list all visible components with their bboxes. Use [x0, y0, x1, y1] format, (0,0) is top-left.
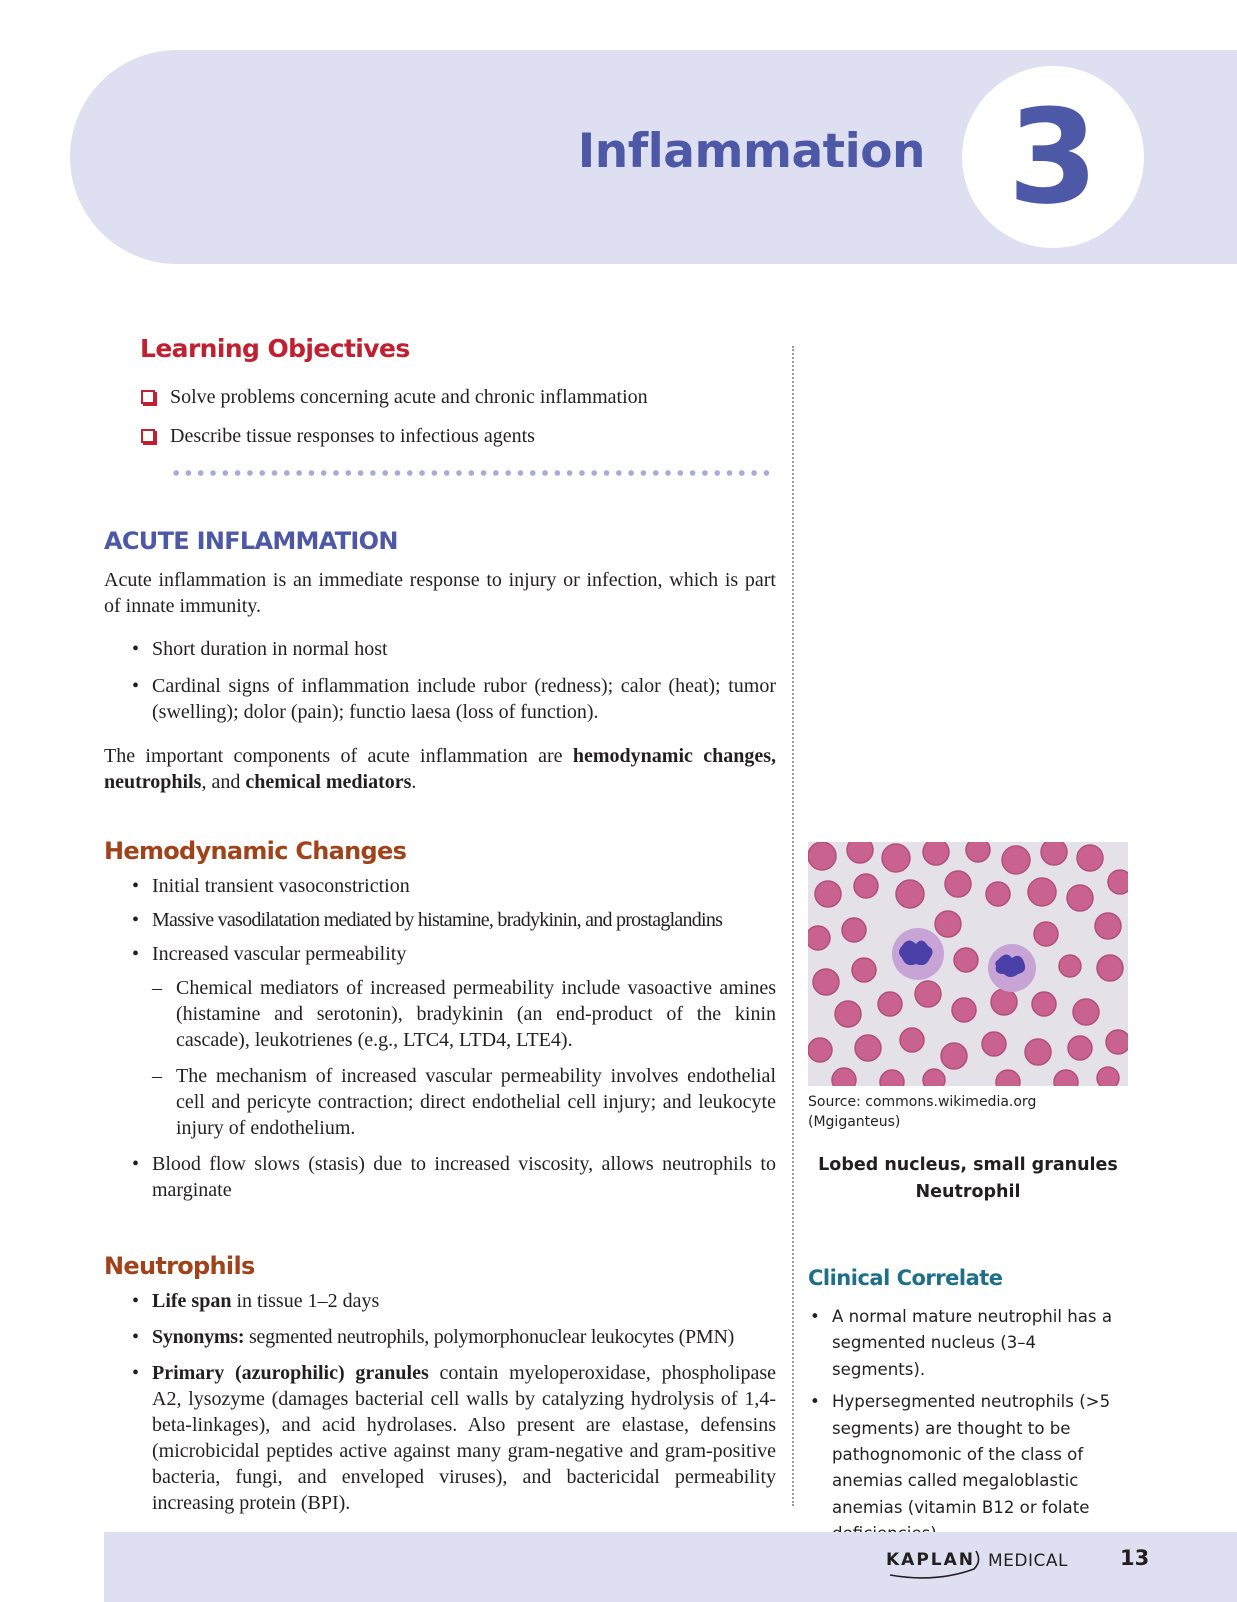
acute-inflammation-heading: ACUTE INFLAMMATION [104, 527, 398, 555]
acute-bullet-list [104, 636, 776, 725]
image-source [808, 1092, 1128, 1132]
objective-item [140, 423, 780, 449]
brand-name: KAPLAN [886, 1550, 976, 1570]
page-number: 13 [1120, 1546, 1150, 1570]
clinical-correlate-heading: Clinical Correlate [808, 1266, 1003, 1290]
bullet-item [104, 1324, 776, 1350]
components-paragraph [104, 743, 776, 795]
chapter-number: 3 [1007, 81, 1099, 233]
caption-line: Neutrophil [915, 1182, 1021, 1202]
components-text: The important components of acute inflammation are [104, 745, 573, 767]
source-line: Source: commons.wikimedia.org [808, 1094, 1037, 1110]
term-bold: Life span [152, 1290, 232, 1312]
objective-text: Describe tissue responses to infectious agents [170, 425, 535, 447]
learning-objectives-list [140, 384, 780, 462]
dotted-separator [170, 469, 774, 477]
neutrophils-heading: Neutrophils [104, 1252, 255, 1280]
term-bold: Synonyms: [152, 1326, 245, 1348]
acute-intro-paragraph: Acute inflammation is an immediate response to injury or infection, which is part of innate immunity. [104, 569, 776, 617]
term-text: contain myeloperoxidase, phospholipase A2, lysozyme (damages bacterial cell walls by catalyzing hydrolysis of 1,4-beta-linkages), and acid hydrolases. Also present are elastase, defensins (microbicidal peptides active against many gram-negative and gram-positive bacteria, fungi, and enveloped viruses), and bactericidal permeability increasing protein (BPI). [152, 1362, 777, 1514]
bullet-item [104, 1360, 776, 1516]
clinical-item: • A normal mature neutrophil has a segmented nucleus (3–4 segments). [808, 1304, 1133, 1383]
dash-item: – The mechanism of increased vascular permeability involves endothelial cell and pericyte contraction; direct endothelial cell injury; and leukocyte injury of endothelium. [104, 1063, 776, 1141]
brand-suffix: MEDICAL [988, 1551, 1068, 1571]
clinical-correlate-list [808, 1304, 1133, 1554]
neutrophils-list [104, 1288, 776, 1516]
neutrophil-micrograph [808, 842, 1128, 1086]
bullet-item: • Blood flow slows (stasis) due to increased viscosity, allows neutrophils to marginate [104, 1151, 776, 1203]
components-text: , and [201, 771, 246, 793]
source-line: (Mgiganteus) [808, 1114, 901, 1130]
bullet-item: • Massive vasodilatation mediated by histamine, bradykinin, and prostaglandins [104, 907, 776, 933]
clinical-item: • Hypersegmented neutrophils (>5 segments) are thought to be pathognomonic of the class of anemias called megaloblastic anemias (vitamin B12 or folate [808, 1389, 1133, 1547]
checkbox-icon [141, 429, 155, 443]
learning-objectives-heading: Learning Objectives [140, 334, 410, 363]
bullet-item: • Cardinal signs of inflammation include rubor (redness); calor (heat); tumor (swelling); dolor (pain); functio laesa (loss of function). [104, 673, 776, 725]
hemodynamic-heading: Hemodynamic Changes [104, 837, 407, 865]
blood-smear-image [808, 842, 1128, 1086]
components-text: . [411, 771, 417, 793]
term-text: segmented neutrophils, polymorphonuclear leukocytes (PMN) [244, 1326, 735, 1348]
bullet-item [104, 1288, 776, 1314]
objective-text: Solve problems concerning acute and chronic inflammation [170, 386, 648, 408]
bullet-item: • Initial transient vasoconstriction [104, 873, 776, 899]
components-bold: hemodynamic changes, neutrophils [104, 745, 776, 793]
bullet-item: • Short duration in normal host [104, 636, 776, 662]
hemodynamic-list [104, 873, 776, 1203]
term-bold: Primary (azurophilic) granules [152, 1362, 429, 1384]
objective-item [140, 384, 780, 410]
figure-caption [808, 1152, 1128, 1206]
term-text: in tissue 1–2 days [231, 1290, 380, 1312]
caption-line: Lobed nucleus, small granules [818, 1155, 1118, 1175]
chapter-title: Inflammation [577, 124, 925, 179]
bullet-item: • Increased vascular permeability [104, 941, 776, 967]
column-divider [792, 346, 794, 1506]
checkbox-icon [141, 390, 155, 404]
dash-item: – Chemical mediators of increased permeability include vasoactive amines (histamine and serotonin), bradykinin (an end-product of the kinin cascade), leukotrienes (e.g., LTC4, LTD4, LTE4). [104, 975, 776, 1053]
components-bold: chemical mediators [245, 771, 412, 793]
